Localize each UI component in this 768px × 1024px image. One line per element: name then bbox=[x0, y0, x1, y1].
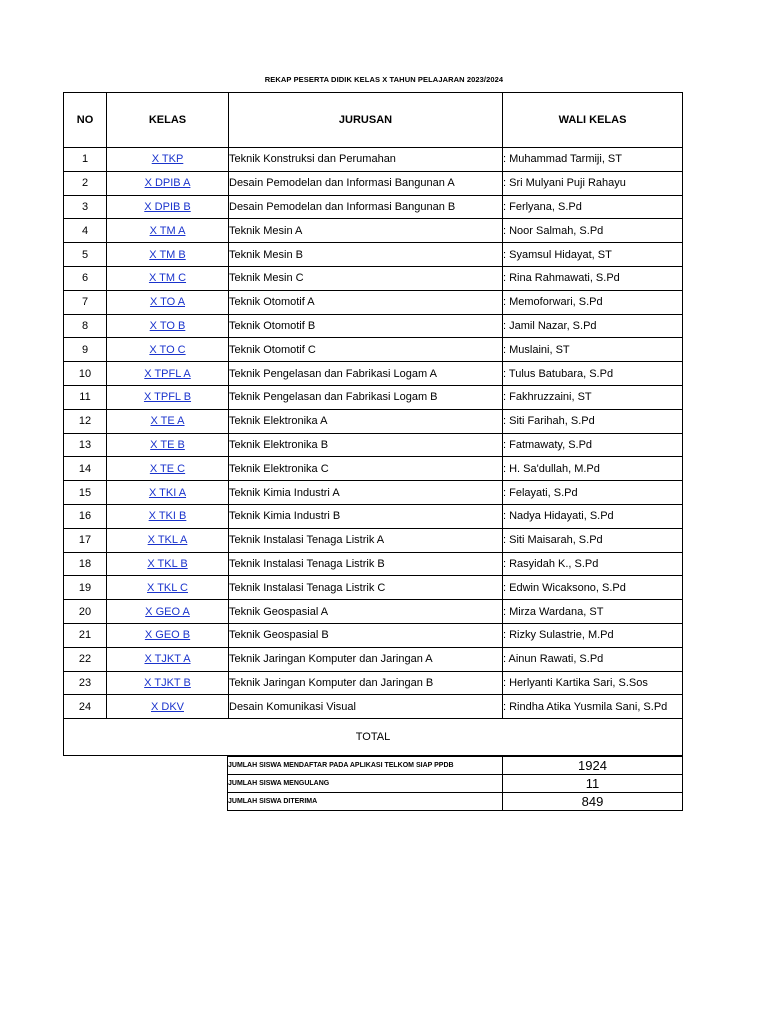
table-row bbox=[64, 314, 683, 338]
table-row bbox=[64, 457, 683, 481]
jurusan-cell: Teknik Elektronika C bbox=[229, 457, 503, 481]
row-number: 13 bbox=[64, 433, 107, 457]
kelas-link[interactable]: X TKP bbox=[151, 153, 184, 166]
kelas-cell bbox=[107, 266, 229, 290]
wali-kelas-cell: : Felayati, S.Pd bbox=[503, 481, 683, 505]
row-number: 11 bbox=[64, 385, 107, 409]
jurusan-cell: Teknik Mesin A bbox=[229, 219, 503, 243]
kelas-link[interactable]: X TE A bbox=[150, 415, 185, 428]
kelas-link[interactable]: X TKL C bbox=[147, 581, 188, 594]
kelas-cell bbox=[107, 481, 229, 505]
jurusan-cell: Teknik Konstruksi dan Perumahan bbox=[229, 148, 503, 172]
row-number: 7 bbox=[64, 290, 107, 314]
jurusan-cell: Teknik Instalasi Tenaga Listrik A bbox=[229, 528, 503, 552]
row-number: 23 bbox=[64, 671, 107, 695]
kelas-link[interactable]: X TO B bbox=[149, 319, 186, 332]
wali-kelas-cell: : Rina Rahmawati, S.Pd bbox=[503, 266, 683, 290]
total-row bbox=[64, 719, 683, 756]
row-number: 24 bbox=[64, 695, 107, 719]
jurusan-cell: Teknik Elektronika A bbox=[229, 409, 503, 433]
row-number: 18 bbox=[64, 552, 107, 576]
wali-kelas-cell: : Siti Farihah, S.Pd bbox=[503, 409, 683, 433]
summary-row bbox=[228, 775, 683, 793]
wali-kelas-cell: : Muslaini, ST bbox=[503, 338, 683, 362]
total-label: TOTAL bbox=[64, 719, 683, 756]
kelas-link[interactable]: X TPFL B bbox=[143, 391, 192, 404]
wali-kelas-cell: : Memoforwari, S.Pd bbox=[503, 290, 683, 314]
table-row bbox=[64, 290, 683, 314]
kelas-cell bbox=[107, 552, 229, 576]
table-row bbox=[64, 385, 683, 409]
kelas-cell bbox=[107, 362, 229, 386]
wali-kelas-cell: : Jamil Nazar, S.Pd bbox=[503, 314, 683, 338]
summary-label: JUMLAH SISWA MENGULANG bbox=[228, 775, 503, 793]
table-row bbox=[64, 600, 683, 624]
kelas-cell bbox=[107, 290, 229, 314]
table-row bbox=[64, 171, 683, 195]
kelas-link[interactable]: X TPFL A bbox=[144, 367, 191, 380]
table-row bbox=[64, 481, 683, 505]
row-number: 22 bbox=[64, 647, 107, 671]
table-row bbox=[64, 433, 683, 457]
wali-kelas-cell: : Sri Mulyani Puji Rahayu bbox=[503, 171, 683, 195]
jurusan-cell: Desain Pemodelan dan Informasi Bangunan B bbox=[229, 195, 503, 219]
kelas-link[interactable]: X TE C bbox=[149, 462, 186, 475]
row-number: 12 bbox=[64, 409, 107, 433]
jurusan-cell: Teknik Geospasial A bbox=[229, 600, 503, 624]
kelas-cell bbox=[107, 338, 229, 362]
jurusan-cell: Teknik Pengelasan dan Fabrikasi Logam B bbox=[229, 385, 503, 409]
row-number: 3 bbox=[64, 195, 107, 219]
wali-kelas-cell: : Ferlyana, S.Pd bbox=[503, 195, 683, 219]
summary-row bbox=[228, 793, 683, 811]
table-row bbox=[64, 195, 683, 219]
summary-value: 1924 bbox=[503, 757, 683, 775]
row-number: 10 bbox=[64, 362, 107, 386]
kelas-cell bbox=[107, 171, 229, 195]
wali-kelas-cell: : H. Sa'dullah, M.Pd bbox=[503, 457, 683, 481]
row-number: 8 bbox=[64, 314, 107, 338]
summary-value: 849 bbox=[503, 793, 683, 811]
table-row bbox=[64, 552, 683, 576]
jurusan-cell: Teknik Jaringan Komputer dan Jaringan A bbox=[229, 647, 503, 671]
kelas-link[interactable]: X TE B bbox=[150, 438, 185, 451]
summary-value: 11 bbox=[503, 775, 683, 793]
wali-kelas-cell: : Syamsul Hidayat, ST bbox=[503, 243, 683, 267]
kelas-link[interactable]: X TKL B bbox=[147, 557, 188, 570]
jurusan-cell: Desain Komunikasi Visual bbox=[229, 695, 503, 719]
jurusan-cell: Teknik Jaringan Komputer dan Jaringan B bbox=[229, 671, 503, 695]
summary-label: JUMLAH SISWA MENDAFTAR PADA APLIKASI TELKOM SIAP PPDB bbox=[228, 757, 503, 775]
kelas-link[interactable]: X TKI B bbox=[148, 510, 187, 523]
row-number: 6 bbox=[64, 266, 107, 290]
kelas-link[interactable]: X GEO B bbox=[144, 629, 191, 642]
table-row bbox=[64, 243, 683, 267]
summary-label: JUMLAH SISWA DITERIMA bbox=[228, 793, 503, 811]
kelas-cell bbox=[107, 433, 229, 457]
wali-kelas-cell: : Herlyanti Kartika Sari, S.Sos bbox=[503, 671, 683, 695]
kelas-cell bbox=[107, 623, 229, 647]
table-header-row bbox=[64, 93, 683, 148]
kelas-link[interactable]: X TJKT A bbox=[144, 653, 191, 666]
table-row bbox=[64, 266, 683, 290]
kelas-link[interactable]: X TJKT B bbox=[144, 676, 191, 689]
wali-kelas-cell: : Fatmawaty, S.Pd bbox=[503, 433, 683, 457]
kelas-cell bbox=[107, 528, 229, 552]
table-row bbox=[64, 576, 683, 600]
table-row bbox=[64, 695, 683, 719]
summary-row bbox=[228, 757, 683, 775]
table-row bbox=[64, 148, 683, 172]
wali-kelas-cell: : Rizky Sulastrie, M.Pd bbox=[503, 623, 683, 647]
wali-kelas-cell: : Siti Maisarah, S.Pd bbox=[503, 528, 683, 552]
summary-table bbox=[227, 756, 683, 811]
kelas-link[interactable]: X TKI A bbox=[148, 486, 187, 499]
kelas-cell bbox=[107, 195, 229, 219]
header-kelas: KELAS bbox=[107, 93, 229, 148]
kelas-cell bbox=[107, 219, 229, 243]
jurusan-cell: Teknik Otomotif A bbox=[229, 290, 503, 314]
jurusan-cell: Teknik Instalasi Tenaga Listrik C bbox=[229, 576, 503, 600]
row-number: 4 bbox=[64, 219, 107, 243]
jurusan-cell: Teknik Mesin B bbox=[229, 243, 503, 267]
jurusan-cell: Teknik Geospasial B bbox=[229, 623, 503, 647]
wali-kelas-cell: : Rasyidah K., S.Pd bbox=[503, 552, 683, 576]
kelas-link[interactable]: X DPIB B bbox=[144, 200, 191, 213]
row-number: 19 bbox=[64, 576, 107, 600]
table-row bbox=[64, 671, 683, 695]
jurusan-cell: Teknik Kimia Industri B bbox=[229, 504, 503, 528]
jurusan-cell: Teknik Instalasi Tenaga Listrik B bbox=[229, 552, 503, 576]
row-number: 16 bbox=[64, 504, 107, 528]
wali-kelas-cell: : Rindha Atika Yusmila Sani, S.Pd bbox=[503, 695, 683, 719]
row-number: 21 bbox=[64, 623, 107, 647]
table-row bbox=[64, 219, 683, 243]
jurusan-cell: Teknik Otomotif C bbox=[229, 338, 503, 362]
kelas-link[interactable]: X DPIB A bbox=[144, 177, 191, 190]
table-row bbox=[64, 338, 683, 362]
table-row bbox=[64, 647, 683, 671]
header-jurusan: JURUSAN bbox=[229, 93, 503, 148]
wali-kelas-cell: : Noor Salmah, S.Pd bbox=[503, 219, 683, 243]
jurusan-cell: Teknik Kimia Industri A bbox=[229, 481, 503, 505]
jurusan-cell: Teknik Pengelasan dan Fabrikasi Logam A bbox=[229, 362, 503, 386]
table-row bbox=[64, 362, 683, 386]
kelas-link[interactable]: X GEO A bbox=[145, 605, 190, 618]
wali-kelas-cell: : Edwin Wicaksono, S.Pd bbox=[503, 576, 683, 600]
table-row bbox=[64, 623, 683, 647]
row-number: 15 bbox=[64, 481, 107, 505]
kelas-link[interactable]: X TO C bbox=[149, 343, 186, 356]
kelas-cell bbox=[107, 314, 229, 338]
kelas-link[interactable]: X TO A bbox=[149, 296, 186, 309]
wali-kelas-cell: : Fakhruzzaini, ST bbox=[503, 385, 683, 409]
kelas-cell bbox=[107, 385, 229, 409]
jurusan-cell: Teknik Elektronika B bbox=[229, 433, 503, 457]
wali-kelas-cell: : Muhammad Tarmiji, ST bbox=[503, 148, 683, 172]
header-wali-kelas: WALI KELAS bbox=[503, 93, 683, 148]
kelas-link[interactable]: X DKV bbox=[150, 700, 184, 713]
kelas-cell bbox=[107, 695, 229, 719]
row-number: 14 bbox=[64, 457, 107, 481]
row-number: 5 bbox=[64, 243, 107, 267]
jurusan-cell: Teknik Mesin C bbox=[229, 266, 503, 290]
wali-kelas-cell: : Ainun Rawati, S.Pd bbox=[503, 647, 683, 671]
header-no: NO bbox=[64, 93, 107, 148]
class-table bbox=[63, 92, 683, 756]
row-number: 20 bbox=[64, 600, 107, 624]
wali-kelas-cell: : Tulus Batubara, S.Pd bbox=[503, 362, 683, 386]
row-number: 17 bbox=[64, 528, 107, 552]
kelas-link[interactable]: X TM A bbox=[149, 224, 186, 237]
table-row bbox=[64, 504, 683, 528]
kelas-cell bbox=[107, 504, 229, 528]
kelas-cell bbox=[107, 148, 229, 172]
jurusan-cell: Teknik Otomotif B bbox=[229, 314, 503, 338]
kelas-link[interactable]: X TKL A bbox=[147, 534, 188, 547]
kelas-link[interactable]: X TM B bbox=[149, 248, 186, 261]
kelas-cell bbox=[107, 600, 229, 624]
row-number: 2 bbox=[64, 171, 107, 195]
kelas-cell bbox=[107, 457, 229, 481]
page-title: REKAP PESERTA DIDIK KELAS X TAHUN PELAJARAN 2023/2024 bbox=[264, 75, 504, 84]
wali-kelas-cell: : Mirza Wardana, ST bbox=[503, 600, 683, 624]
kelas-cell bbox=[107, 243, 229, 267]
table-row bbox=[64, 528, 683, 552]
kelas-cell bbox=[107, 647, 229, 671]
kelas-cell bbox=[107, 576, 229, 600]
row-number: 1 bbox=[64, 148, 107, 172]
row-number: 9 bbox=[64, 338, 107, 362]
kelas-cell bbox=[107, 409, 229, 433]
jurusan-cell: Desain Pemodelan dan Informasi Bangunan A bbox=[229, 171, 503, 195]
kelas-cell bbox=[107, 671, 229, 695]
kelas-link[interactable]: X TM C bbox=[148, 272, 187, 285]
wali-kelas-cell: : Nadya Hidayati, S.Pd bbox=[503, 504, 683, 528]
table-row bbox=[64, 409, 683, 433]
